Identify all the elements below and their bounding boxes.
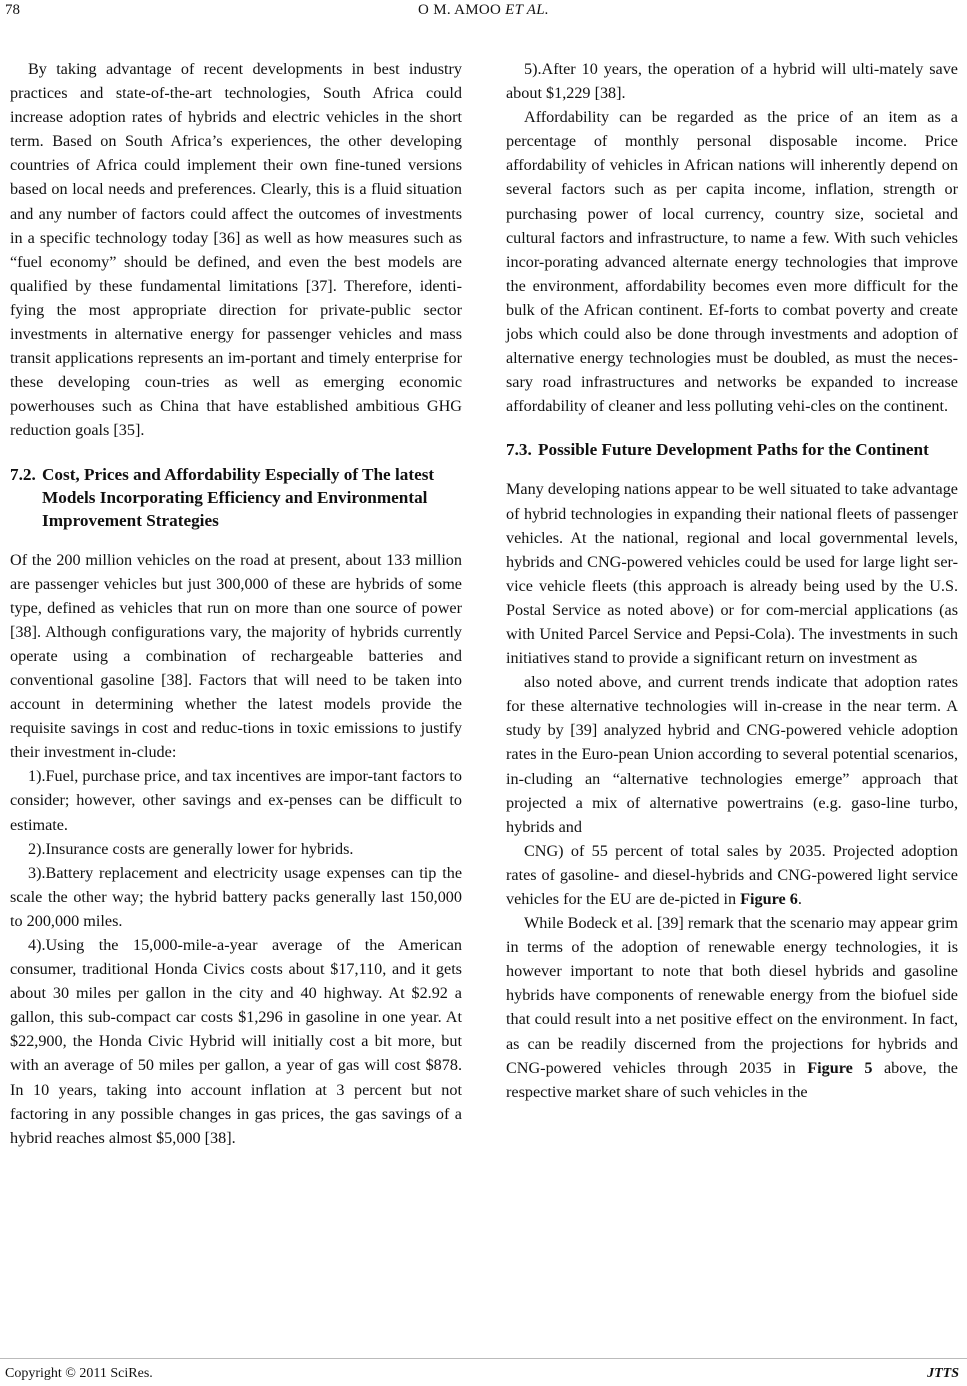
- paragraph-vehicles: Of the 200 million vehicles on the road at present, about 133 million are passenger vehicles but just 300,000 of these are hybrids of some type, defined as vehicles that run on more than one source of power [38]. Although configurations vary, the majority of hybrids currently operate using a combination of rechargeable batteries and conventional gasoline [38]. Factors that will need to be taken into account in determining whether the latest models provide the requisite savings in cost and reduc-tions in toxic emissions to justify their investment in-clude:: [10, 550, 462, 762]
- section-heading-7-3: [506, 438, 958, 461]
- paragraph-also-noted: also noted above, and current trends indicate that adoption rates for these alternative technologies will in-crease in the near term. A study by [39] analyzed hybrid and CNG-powered vehicle adoption rates in the Euro-pean Union according to several potential scenarios, in-cluding an “alternative technologies emerge” approach that projected a mix of alternative powertrains (e.g. gaso-line turbo, hybrids and: [506, 673, 958, 836]
- list-item-4: 4).Using the 15,000-mile-a-year average of the American consumer, traditional Honda Civics costs about $17,110, and it gets about 30 miles per gallon in the city and 40 highway. At $2.92 a gallon, this sub-compact car costs $1,296 in gasoline in one year. At $22,900, the Honda Civic Hybrid will initially cost a bit more, but with an average of 50 miles per gallon, a year of gas will cost $878. In 10 years, taking into account inflation at 3 percent but not factoring in any possible changes in gas prices, the gas savings of a hybrid reaches almost $5,000 [38].: [10, 936, 462, 1147]
- footer-rule: [0, 1358, 967, 1359]
- paragraph-cng-text: CNG) of 55 percent of total sales by 2035. Projected adoption rates of gasoline- and diesel-hybrids and CNG-powered light service vehicles for the EU are de-picted in: [506, 841, 958, 908]
- list-item-2: 2).Insurance costs are generally lower for hybrids.: [28, 839, 354, 858]
- paragraph-cng-end: .: [797, 890, 802, 908]
- figure-6-reference: Figure 6: [740, 890, 798, 908]
- section-number-7-2: 7.2.: [10, 464, 36, 484]
- paragraph-developing-nations: Many developing nations appear to be well situated to take advantage of hybrid technologies in expanding their national fleets of passenger vehicles. At the national, regional and local governmental levels, hybrids and CNG-powered vehicles could be used for large light ser-vice vehicle fleets (this approach is already being used by the U.S. Postal Service as noted above) or for com-mercial applications (as with United Parcel Service and Pepsi-Cola). The investments in such initiatives stand to provide a significant return on investment as: [506, 480, 958, 668]
- running-head-authors: O M. AMOO: [418, 2, 502, 18]
- list-item-3: 3).Battery replacement and electricity usage expenses can tip the scale the other way; the hybrid battery packs generally last 150,000 to 200,000 miles.: [10, 863, 462, 930]
- section-number-7-3: 7.3.: [506, 440, 532, 460]
- footer-journal: JTTS: [927, 1366, 959, 1381]
- paragraph-cng: [506, 839, 958, 911]
- running-head: [0, 2, 967, 19]
- paragraph-bodeck: [506, 911, 958, 1104]
- left-column: [10, 57, 462, 1150]
- footer-copyright: Copyright © 2011 SciRes.: [5, 1366, 153, 1381]
- section-title-7-2: Cost, Prices and Affordability Especially of The latest Models Incorporating Efficiency and Environmental Improvement Strategies: [42, 464, 435, 530]
- right-column: [506, 57, 958, 1104]
- paragraph-affordability: Affordability can be regarded as the price of an item as a percentage of monthly personal disposable income. Price affordability of vehicles in African nations will inherently depend on several factors such as per capita income, inflation, strength or purchasing power of local currency, country size, societal and cultural factors and infrastructure, to name a few. With such vehicles incor-porating advanced alternate energy technologies that improve the environment, affordability becomes even more difficult for the bulk of the African continent. Ef-forts to combat poverty and create jobs which could also be done through investments and adoption of alternative energy technologies must be doubled, as must the neces-sary road infrastructures and networks be expanded to increase affordability of cleaner and less polluting vehi-cles on the continent.: [506, 108, 958, 416]
- figure-5-reference: Figure 5: [807, 1058, 873, 1077]
- list-item-1: 1).Fuel, purchase price, and tax incentives are impor-tant factors to consider; however, other savings and ex-penses can be difficult to estimate.: [10, 767, 462, 834]
- paragraph-intro: By taking advantage of recent developments in best industry practices and state-of-the-art technologies, South Africa could increase adoption rates of hybrids and electric vehicles in the short term. Based on South Africa’s experiences, the other developing countries of Africa could implement their own fine-tuned versions based on local needs and preferences. Clearly, this is a fluid situation and any number of factors could affect the outcomes of investments in a specific technology today [36] as well as how measures such as “fuel economy” should be defined, and even the best models are qualified by these fundamental limitations [37]. Therefore, identi-fying the most appropriate direction for private-public sector investments in alternative energy for passenger vehicles and mass transit applications represents an im-portant and timely enterprise for these developing coun-tries as well as emerging economic powerhouses such as China that have established ambitious GHG reduction goals [35].: [10, 60, 462, 440]
- paragraph-bodeck-text: While Bodeck et al. [39] remark that the scenario may appear grim in terms of the adoption of renewable energy technologies, it is however important to note that both diesel hybrids and gasoline hybrids have components of renewable energy from the biofuel side that could result into a net positive effect on the environment. In fact, as can be readily discerned from the projections for hybrids and CNG-powered vehicles through 2035 in: [506, 914, 958, 1077]
- list-item-5: 5).After 10 years, the operation of a hybrid will ulti-mately save about $1,229 [38].: [506, 60, 958, 103]
- paragraph-bodeck-end: above, the respective market share of such vehicles in the: [506, 1058, 958, 1101]
- page-number: 78: [5, 2, 20, 18]
- section-heading-7-2: [10, 463, 462, 532]
- section-title-7-3: Possible Future Development Paths for the Continent: [538, 440, 929, 460]
- running-head-etal: ET AL.: [505, 2, 549, 18]
